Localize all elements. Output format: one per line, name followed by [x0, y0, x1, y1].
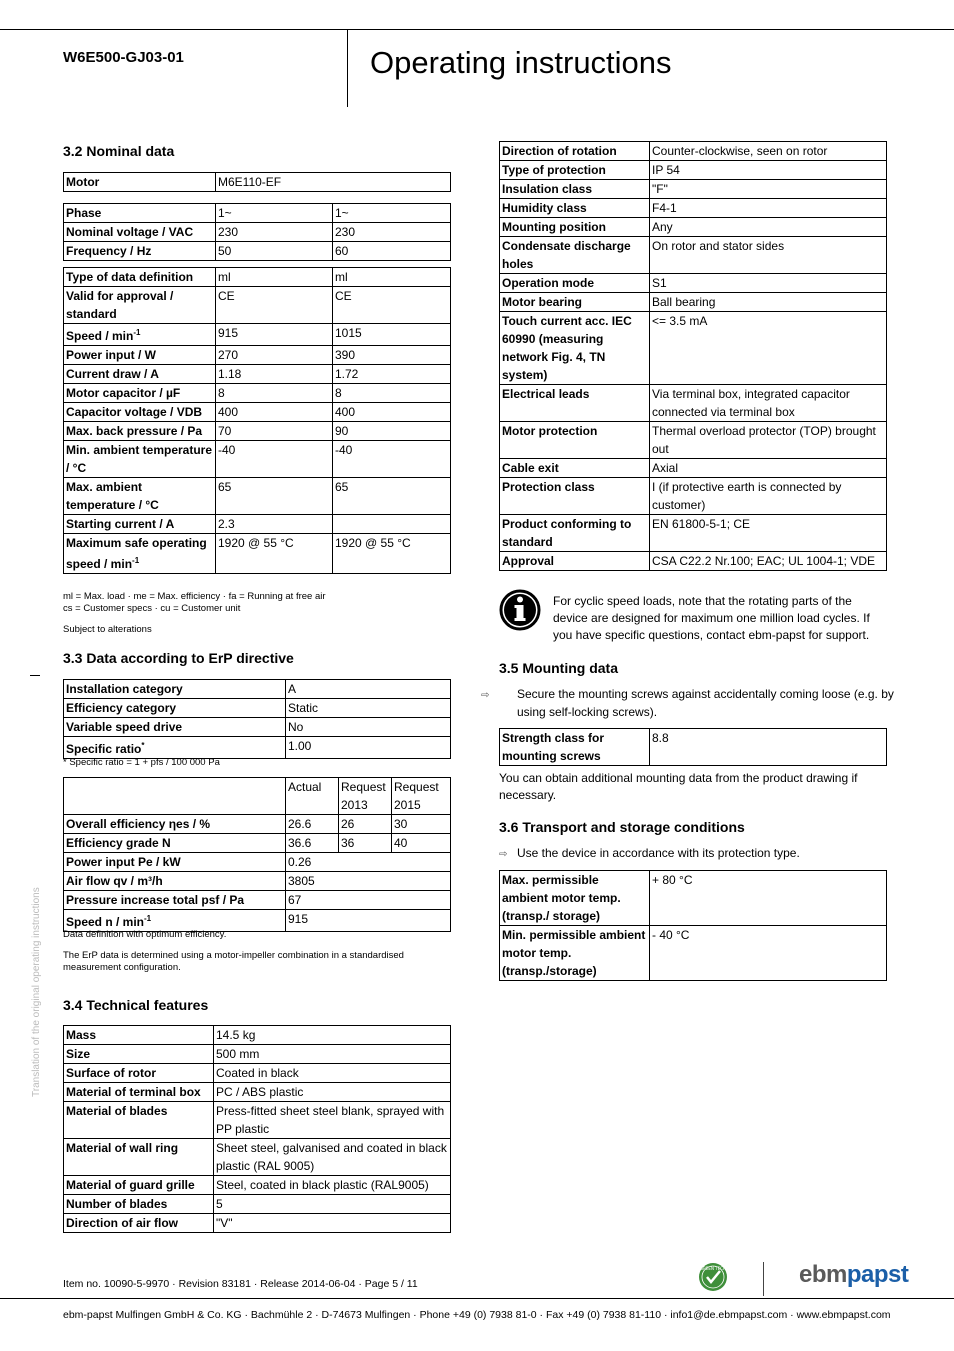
- row-value: Thermal overload protector (TOP) brought out: [650, 422, 887, 459]
- table-row: [500, 926, 887, 981]
- table-row: [64, 737, 451, 759]
- row-label-text: Surface of rotor: [66, 1066, 157, 1080]
- table-row: [64, 287, 451, 324]
- table-row: [500, 237, 887, 274]
- erp-note-2: The ErP data is determined using a motor-impeller combination in a standardised measurement configuration.: [63, 950, 404, 973]
- row-label-text: Approval: [502, 554, 555, 568]
- row-label: [64, 403, 216, 422]
- row-value: <= 3.5 mA: [650, 312, 887, 385]
- item-info: Item no. 10090-5-9970 · Revision 83181 · Release 2014-06-04 · Page 5 / 11: [63, 1278, 418, 1290]
- section-heading-mounting-data: 3.5 Mounting data: [499, 660, 618, 676]
- row-label-superscript: -1: [144, 914, 152, 923]
- row-label-text: Material of terminal box: [66, 1085, 201, 1099]
- section-heading-transport: 3.6 Transport and storage conditions: [499, 819, 745, 835]
- table-row: [500, 293, 887, 312]
- section-heading-erp: 3.3 Data according to ErP directive: [63, 650, 294, 666]
- value-50hz: 1~: [216, 204, 333, 223]
- phase-table: [63, 203, 451, 261]
- row-label-text: Product conforming to standard: [502, 517, 632, 549]
- technical-features-table: [63, 1025, 451, 1233]
- row-label: [64, 268, 216, 287]
- row-label: [64, 534, 216, 574]
- table-row: [64, 1214, 451, 1233]
- table-row: [500, 180, 887, 199]
- header-divider: [347, 29, 348, 107]
- header-empty: [64, 778, 286, 815]
- table-row: [64, 478, 451, 515]
- row-label: [64, 242, 216, 261]
- legend-line-1: ml = Max. load · me = Max. efficiency · fa = Running at free air: [63, 591, 326, 602]
- row-value: On rotor and stator sides: [650, 237, 887, 274]
- row-label-text: Humidity class: [502, 201, 587, 215]
- footer-logo-divider: [763, 1262, 764, 1296]
- row-label-text: Speed n / min: [66, 915, 145, 929]
- table-row: [500, 871, 887, 926]
- header-row: [64, 778, 451, 815]
- table-row: [500, 459, 887, 478]
- row-value: Steel, coated in black plastic (RAL9005): [214, 1176, 451, 1195]
- table-row: [64, 1195, 451, 1214]
- table-row: [500, 274, 887, 293]
- row-label-superscript: -1: [132, 556, 140, 565]
- row-label-superscript: *: [141, 741, 145, 750]
- row-label: [64, 737, 286, 759]
- value-60hz: -40: [333, 441, 451, 478]
- side-note: Translation of the original operating instructions: [31, 887, 42, 1097]
- row-label-text: Installation category: [66, 682, 183, 696]
- row-value: Any: [650, 218, 887, 237]
- badge-text: GREEN TECH: [700, 1266, 726, 1271]
- table-row: [500, 142, 887, 161]
- row-label: [64, 1102, 214, 1139]
- value-60hz: 65: [333, 478, 451, 515]
- value-50hz: 50: [216, 242, 333, 261]
- row-label: [500, 142, 650, 161]
- row-value: 8.8: [650, 729, 887, 766]
- table-row: [500, 552, 887, 571]
- section-heading-nominal-data: 3.2 Nominal data: [63, 143, 175, 159]
- row-label: [500, 312, 650, 385]
- table-row: [500, 729, 887, 766]
- row-label-text: Material of guard grille: [66, 1178, 195, 1192]
- table-row: [64, 422, 451, 441]
- value-50hz: 8: [216, 384, 333, 403]
- value-60hz: 60: [333, 242, 451, 261]
- table-row: [500, 199, 887, 218]
- value-50hz: 2.3: [216, 515, 333, 534]
- info-icon: [499, 589, 541, 631]
- table-row: [500, 218, 887, 237]
- value-60hz: CE: [333, 287, 451, 324]
- row-value: 500 mm: [214, 1045, 451, 1064]
- table-row: [64, 242, 451, 261]
- table-row: [64, 891, 451, 910]
- table-row: [64, 699, 451, 718]
- table-row: [500, 161, 887, 180]
- row-label: [500, 422, 650, 459]
- row-label: [500, 199, 650, 218]
- mounting-bullet: [481, 686, 905, 721]
- row-value: 36: [339, 834, 392, 853]
- row-label-text: Efficiency grade N: [66, 836, 171, 850]
- row-label: [500, 552, 650, 571]
- table-row: [64, 1139, 451, 1176]
- row-label: [64, 478, 216, 515]
- row-label-text: Motor protection: [502, 424, 598, 438]
- table-row: [64, 1026, 451, 1045]
- row-label: [500, 293, 650, 312]
- row-label-text: Min. ambient temperature / °C: [66, 443, 213, 475]
- value-50hz: -40: [216, 441, 333, 478]
- row-value: 40: [392, 834, 451, 853]
- column-header: Actual: [286, 778, 339, 815]
- value-50hz: 70: [216, 422, 333, 441]
- value-50hz: ml: [216, 268, 333, 287]
- row-label-text: Insulation class: [502, 182, 593, 196]
- row-value: 1.00: [286, 737, 451, 759]
- row-label-text: Capacitor voltage / VDB: [66, 405, 203, 419]
- table-row: [64, 365, 451, 384]
- row-label: [64, 891, 286, 910]
- table-row: [500, 515, 887, 552]
- row-value: CSA C22.2 Nr.100; EAC; UL 1004-1; VDE: [650, 552, 887, 571]
- value-50hz: CE: [216, 287, 333, 324]
- row-label: [500, 237, 650, 274]
- value-60hz: 90: [333, 422, 451, 441]
- table-row: [64, 1176, 451, 1195]
- row-value: 14.5 kg: [214, 1026, 451, 1045]
- specific-ratio-footnote: * Specific ratio = 1 + pfs / 100 000 Pa: [63, 757, 220, 768]
- row-label-text: Operation mode: [502, 276, 595, 290]
- row-value: 30: [392, 815, 451, 834]
- row-label: [64, 834, 286, 853]
- top-rule: [0, 29, 954, 30]
- row-value: Axial: [650, 459, 887, 478]
- row-label: [64, 1176, 214, 1195]
- row-label-text: Efficiency category: [66, 701, 177, 715]
- row-label: [64, 515, 216, 534]
- company-info: ebm-papst Mulfingen GmbH & Co. KG · Bachmühle 2 · D-74673 Mulfingen · Phone +49 (0) 7938 81-0 · Fax +49 (0) 7938 81-110 · info1@de.ebmpapst.com · www.ebmpapst.com: [63, 1309, 891, 1321]
- row-value: No: [286, 718, 451, 737]
- row-label: [500, 274, 650, 293]
- row-label: Motor: [64, 173, 216, 192]
- row-label: [64, 346, 216, 365]
- row-value: + 80 °C: [650, 871, 887, 926]
- row-value: S1: [650, 274, 887, 293]
- efficiency-table: [63, 777, 451, 932]
- value-50hz: 270: [216, 346, 333, 365]
- row-label-text: Electrical leads: [502, 387, 590, 401]
- logo-part-papst: papst: [846, 1261, 909, 1288]
- column-header: Request 2015: [392, 778, 451, 815]
- table-row: [64, 346, 451, 365]
- row-value: M6E110-EF: [216, 173, 451, 192]
- row-value: PC / ABS plastic: [214, 1083, 451, 1102]
- row-value: F4-1: [650, 199, 887, 218]
- table-row: [64, 1064, 451, 1083]
- row-label-text: Starting current / A: [66, 517, 175, 531]
- table-row: [64, 268, 451, 287]
- row-value: 26: [339, 815, 392, 834]
- table-row: [64, 718, 451, 737]
- row-label-text: Mounting position: [502, 220, 606, 234]
- row-label: [64, 287, 216, 324]
- row-label: Strength class for mounting screws: [500, 729, 650, 766]
- value-60hz: 390: [333, 346, 451, 365]
- table-row: [64, 173, 451, 192]
- row-label-text: Size: [66, 1047, 91, 1061]
- row-label: [500, 926, 650, 981]
- table-row: [64, 1102, 451, 1139]
- row-label-text: Condensate discharge holes: [502, 239, 631, 271]
- row-label: [64, 1214, 214, 1233]
- value-50hz: 230: [216, 223, 333, 242]
- row-label: [64, 384, 216, 403]
- table-row: [64, 403, 451, 422]
- row-value: I (if protective earth is connected by customer): [650, 478, 887, 515]
- transport-bullet-text: Use the device in accordance with its protection type.: [517, 846, 800, 860]
- row-value: Sheet steel, galvanised and coated in black plastic (RAL 9005): [214, 1139, 451, 1176]
- row-label-text: Cable exit: [502, 461, 559, 475]
- arrow-bullet-icon: ⇨: [481, 690, 490, 701]
- row-value: IP 54: [650, 161, 887, 180]
- row-label: [500, 385, 650, 422]
- value-60hz: 8: [333, 384, 451, 403]
- row-value: "F": [650, 180, 887, 199]
- info-text: For cyclic speed loads, note that the rotating parts of the device are designed for maximum one million load cycles. If you have specific questions, contact ebm-papst for support.: [553, 594, 870, 642]
- row-label-text: Variable speed drive: [66, 720, 183, 734]
- row-value: 3805: [286, 872, 451, 891]
- mounting-bullet-text: Secure the mounting screws against accidentally coming loose (e.g. by using self-locking screws).: [517, 687, 894, 719]
- mounting-table: [499, 728, 887, 766]
- table-row: [64, 1045, 451, 1064]
- value-60hz: 400: [333, 403, 451, 422]
- row-label-text: Type of data definition: [66, 270, 194, 284]
- row-label: [64, 223, 216, 242]
- row-label-text: Motor bearing: [502, 295, 582, 309]
- row-value: Static: [286, 699, 451, 718]
- value-60hz: 1920 @ 55 °C: [333, 534, 451, 574]
- row-value: Ball bearing: [650, 293, 887, 312]
- row-label-text: Power input Pe / kW: [66, 855, 181, 869]
- section-heading-technical-features: 3.4 Technical features: [63, 997, 209, 1013]
- row-label-text: Specific ratio: [66, 742, 142, 756]
- row-label-superscript: -1: [133, 328, 141, 337]
- row-label: [64, 815, 286, 834]
- document-code: W6E500-GJ03-01: [63, 49, 184, 66]
- subject-note: Subject to alterations: [63, 624, 152, 635]
- row-label: [64, 324, 216, 346]
- row-label: [500, 478, 650, 515]
- row-label-text: Material of wall ring: [66, 1141, 179, 1155]
- table-row: [64, 223, 451, 242]
- row-label-text: Mass: [66, 1028, 97, 1042]
- table-row: [500, 422, 887, 459]
- legend-line-2: cs = Customer specs · cu = Customer unit: [63, 603, 241, 614]
- row-label-text: Speed / min: [66, 329, 134, 343]
- row-value: Counter-clockwise, seen on rotor: [650, 142, 887, 161]
- value-50hz: 915: [216, 324, 333, 346]
- row-value: "V": [214, 1214, 451, 1233]
- green-tech-badge-icon: [698, 1262, 728, 1292]
- row-value: EN 61800-5-1; CE: [650, 515, 887, 552]
- row-label: [64, 204, 216, 223]
- row-label: [64, 699, 286, 718]
- row-label: [64, 1026, 214, 1045]
- row-label-text: Phase: [66, 206, 102, 220]
- motor-properties-table: [499, 141, 887, 571]
- transport-table: [499, 870, 887, 981]
- row-label: [64, 422, 216, 441]
- row-value: 915: [286, 910, 451, 932]
- column-header: Request 2013: [339, 778, 392, 815]
- row-label-text: Nominal voltage / VAC: [66, 225, 194, 239]
- row-value: Press-fitted sheet steel blank, sprayed with PP plastic: [214, 1102, 451, 1139]
- value-50hz: 400: [216, 403, 333, 422]
- table-row: [64, 1083, 451, 1102]
- row-value: Via terminal box, integrated capacitor connected via terminal box: [650, 385, 887, 422]
- table-row: [64, 534, 451, 574]
- row-label-text: Max. back pressure / Pa: [66, 424, 203, 438]
- value-60hz: ml: [333, 268, 451, 287]
- row-label: [500, 218, 650, 237]
- row-label-text: Max. permissible ambient motor temp. (transp./ storage): [502, 873, 621, 923]
- row-value: Coated in black: [214, 1064, 451, 1083]
- row-value: 5: [214, 1195, 451, 1214]
- row-label: [64, 1064, 214, 1083]
- value-60hz: [333, 515, 451, 534]
- row-label-text: Valid for approval / standard: [66, 289, 174, 321]
- value-60hz: 1~: [333, 204, 451, 223]
- table-row: [64, 204, 451, 223]
- row-label-text: Material of blades: [66, 1104, 168, 1118]
- value-60hz: 230: [333, 223, 451, 242]
- row-label: [64, 872, 286, 891]
- value-50hz: 1920 @ 55 °C: [216, 534, 333, 574]
- row-label-text: Motor capacitor / µF: [66, 386, 181, 400]
- row-label-text: Direction of air flow: [66, 1216, 179, 1230]
- margin-mark: [30, 675, 40, 676]
- table-row: [64, 834, 451, 853]
- row-label-text: Touch current acc. IEC 60990 (measuring network Fig. 4, TN system): [502, 314, 632, 382]
- row-label-text: Maximum safe operating speed / min: [66, 536, 207, 571]
- row-label: [64, 1083, 214, 1102]
- row-label-text: Frequency / Hz: [66, 244, 152, 258]
- table-row: [64, 872, 451, 891]
- row-label: [500, 515, 650, 552]
- value-50hz: 65: [216, 478, 333, 515]
- table-row: [64, 515, 451, 534]
- arrow-bullet-icon: ⇨: [499, 849, 508, 860]
- nominal-data-table: [63, 267, 451, 574]
- row-label-text: Air flow qv / m³/h: [66, 874, 163, 888]
- row-label: [64, 1195, 214, 1214]
- row-value: - 40 °C: [650, 926, 887, 981]
- row-label: [500, 459, 650, 478]
- table-row: [64, 384, 451, 403]
- row-label: [64, 853, 286, 872]
- table-row: [500, 312, 887, 385]
- row-value: A: [286, 680, 451, 699]
- motor-table: [63, 172, 451, 192]
- row-label-text: Direction of rotation: [502, 144, 617, 158]
- table-row: [64, 324, 451, 346]
- row-label: [64, 441, 216, 478]
- row-value: 0.26: [286, 853, 451, 872]
- row-label-text: Protection class: [502, 480, 595, 494]
- erp-table: [63, 679, 451, 759]
- table-row: [64, 853, 451, 872]
- table-row: [64, 441, 451, 478]
- row-label: [500, 161, 650, 180]
- erp-note-1: Data definition with optimum efficiency.: [63, 929, 227, 940]
- table-row: [500, 478, 887, 515]
- row-label-text: Power input / W: [66, 348, 156, 362]
- row-label: [64, 718, 286, 737]
- row-label: [64, 1045, 214, 1064]
- transport-bullet: [499, 845, 887, 863]
- mounting-paragraph: You can obtain additional mounting data from the product drawing if necessary.: [499, 771, 858, 802]
- row-label: [500, 871, 650, 926]
- table-row: [64, 815, 451, 834]
- logo-part-ebm: ebm: [799, 1261, 847, 1288]
- ebmpapst-logo: [799, 1261, 908, 1289]
- table-row: [500, 385, 887, 422]
- row-label-text: Type of protection: [502, 163, 606, 177]
- row-label-text: Min. permissible ambient motor temp. (transp./storage): [502, 928, 646, 978]
- value-60hz: 1015: [333, 324, 451, 346]
- row-label-text: Pressure increase total psf / Pa: [66, 893, 245, 907]
- table-row: [64, 680, 451, 699]
- row-label-text: Number of blades: [66, 1197, 168, 1211]
- row-label-text: Overall efficiency ηes / %: [66, 817, 211, 831]
- footer-rule: [0, 1298, 954, 1299]
- row-label-text: Max. ambient temperature / °C: [66, 480, 159, 512]
- row-label-text: Current draw / A: [66, 367, 159, 381]
- value-50hz: 1.18: [216, 365, 333, 384]
- row-label: [500, 180, 650, 199]
- row-value: 26.6: [286, 815, 339, 834]
- row-value: 36.6: [286, 834, 339, 853]
- row-value: 67: [286, 891, 451, 910]
- row-label: [64, 365, 216, 384]
- value-60hz: 1.72: [333, 365, 451, 384]
- document-title: Operating instructions: [370, 45, 672, 80]
- row-label: [64, 680, 286, 699]
- row-label: [64, 1139, 214, 1176]
